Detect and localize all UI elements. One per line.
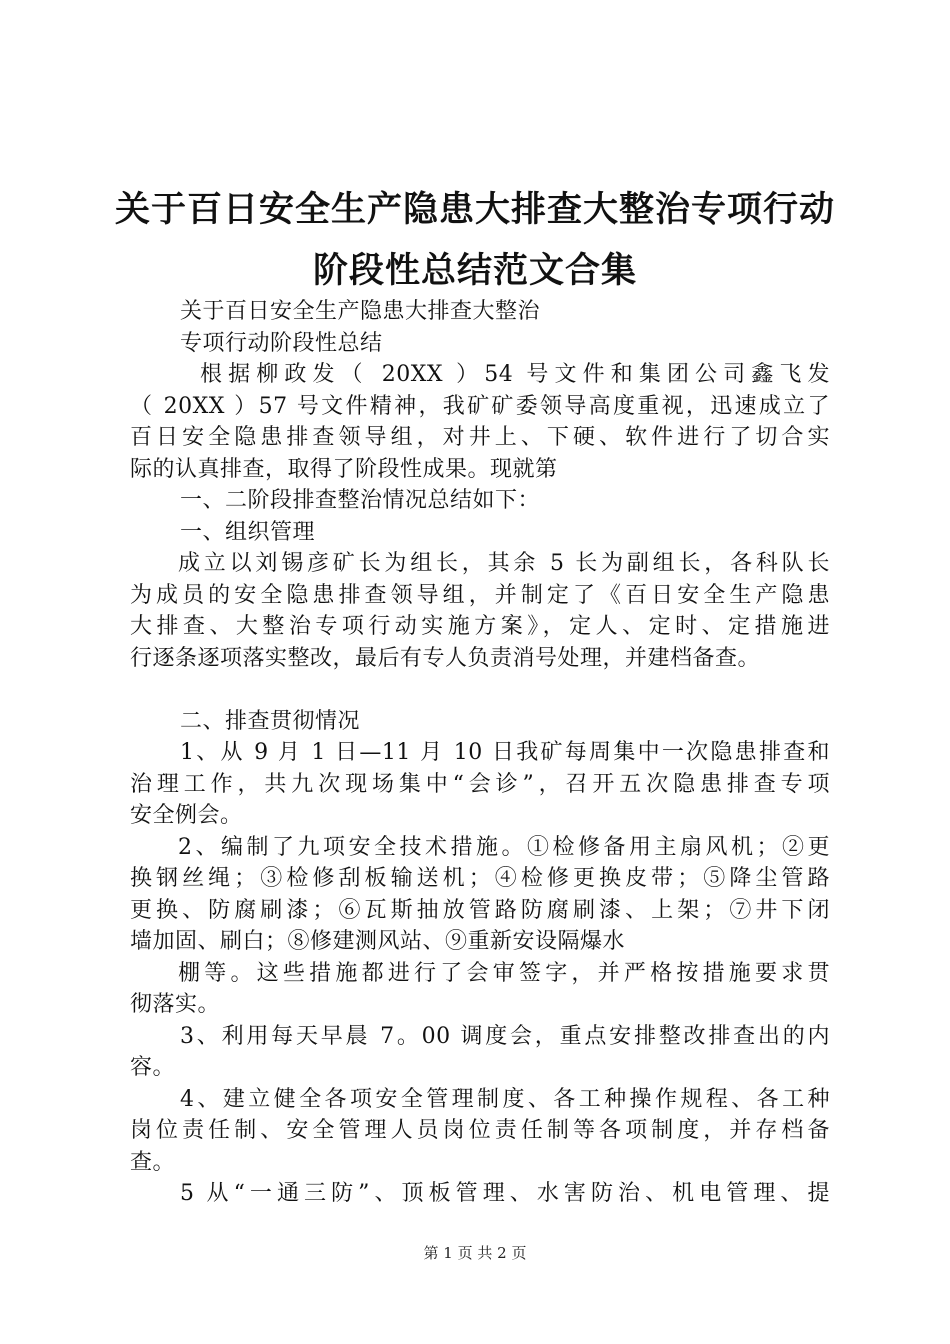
item-4-line-2: 岗位责任制、安全管理人员岗位责任制等各项制度，并存档备 [130, 1118, 830, 1143]
item-3-line-2: 容。 [130, 1055, 176, 1080]
item-2-line-1: 2、编制了九项安全技术措施。①检修备用主扇风机；②更 [178, 834, 830, 860]
item-5-line-1: 5 从“一通三防”、顶板管理、水害防治、机电管理、提 [180, 1181, 830, 1206]
section-1-line-3: 大排查、大整治专项行动实施方案》，定人、定时、定措施进 [130, 614, 830, 639]
item-3-line-1: 3、利用每天早晨 7。00 调度会，重点安排整改排查出的内 [180, 1023, 830, 1049]
document-title-line-1: 关于百日安全生产隐患大排查大整治专项行动 [114, 190, 835, 230]
intro-line-2: （ 20XX ）57 号文件精神，我矿矿委领导高度重视，迅速成立了 [130, 393, 830, 419]
item-2-line-4: 墙加固、刷白；⑧修建测风站、⑨重新安设隔爆水 [130, 929, 626, 954]
paragraph-gap [130, 674, 830, 706]
section-1-line-1: 成立以刘锡彦矿长为组长，其余 5 长为副组长，各科队长 [178, 551, 830, 576]
page-footer: 第 1 页 共 2 页 [423, 1244, 527, 1262]
item-2-cont-line-1: 棚等。这些措施都进行了会审签字，并严格按措施要求贯 [178, 960, 830, 986]
intro-line-4: 际的认真排查，取得了阶段性成果。现就第 [130, 456, 558, 482]
section-1-line-2: 为成员的安全隐患排查领导组，并制定了《百日安全生产隐患 [130, 582, 830, 608]
item-2-line-2: 换钢丝绳；③检修刮板输送机；④检修更换皮带；⑤降尘管路 [130, 866, 830, 891]
document-title-line-2: 阶段性总结范文合集 [312, 251, 637, 291]
item-1-line-1: 1、从 9 月 1 日—11 月 10 日我矿每周集中一次隐患排查和 [180, 740, 830, 765]
subtitle-line-2: 专项行动阶段性总结 [180, 330, 383, 356]
section-2-heading: 二、排查贯彻情况 [180, 708, 361, 734]
item-1-line-2: 治理工作，共九次现场集中“会诊”，召开五次隐患排查专项 [130, 771, 830, 797]
item-2-cont-line-2: 彻落实。 [130, 992, 221, 1017]
item-4-line-3: 查。 [130, 1149, 176, 1175]
item-1-line-3: 安全例会。 [130, 803, 243, 828]
intro-line-1: 根据柳政发（ 20XX ）54 号文件和集团公司鑫飞发 [200, 362, 830, 387]
item-2-line-3: 更换、防腐刷漆；⑥瓦斯抽放管路防腐刷漆、上架；⑦井下闭 [130, 897, 830, 923]
section-1-heading: 一、组织管理 [180, 519, 316, 545]
intro-line-3: 百日安全隐患排查领导组，对井上、下硬、软件进行了切合实 [130, 425, 830, 450]
section-1-line-4: 行逐条逐项落实整改，最后有专人负责消号处理，并建档备查。 [130, 645, 761, 671]
summary-heading: 一、二阶段排查整治情况总结如下： [180, 488, 541, 513]
item-4-line-1: 4、建立健全各项安全管理制度、各工种操作规程、各工种 [180, 1086, 830, 1112]
document-body [130, 296, 830, 1210]
subtitle-line-1: 关于百日安全生产隐患大排查大整治 [180, 299, 541, 324]
